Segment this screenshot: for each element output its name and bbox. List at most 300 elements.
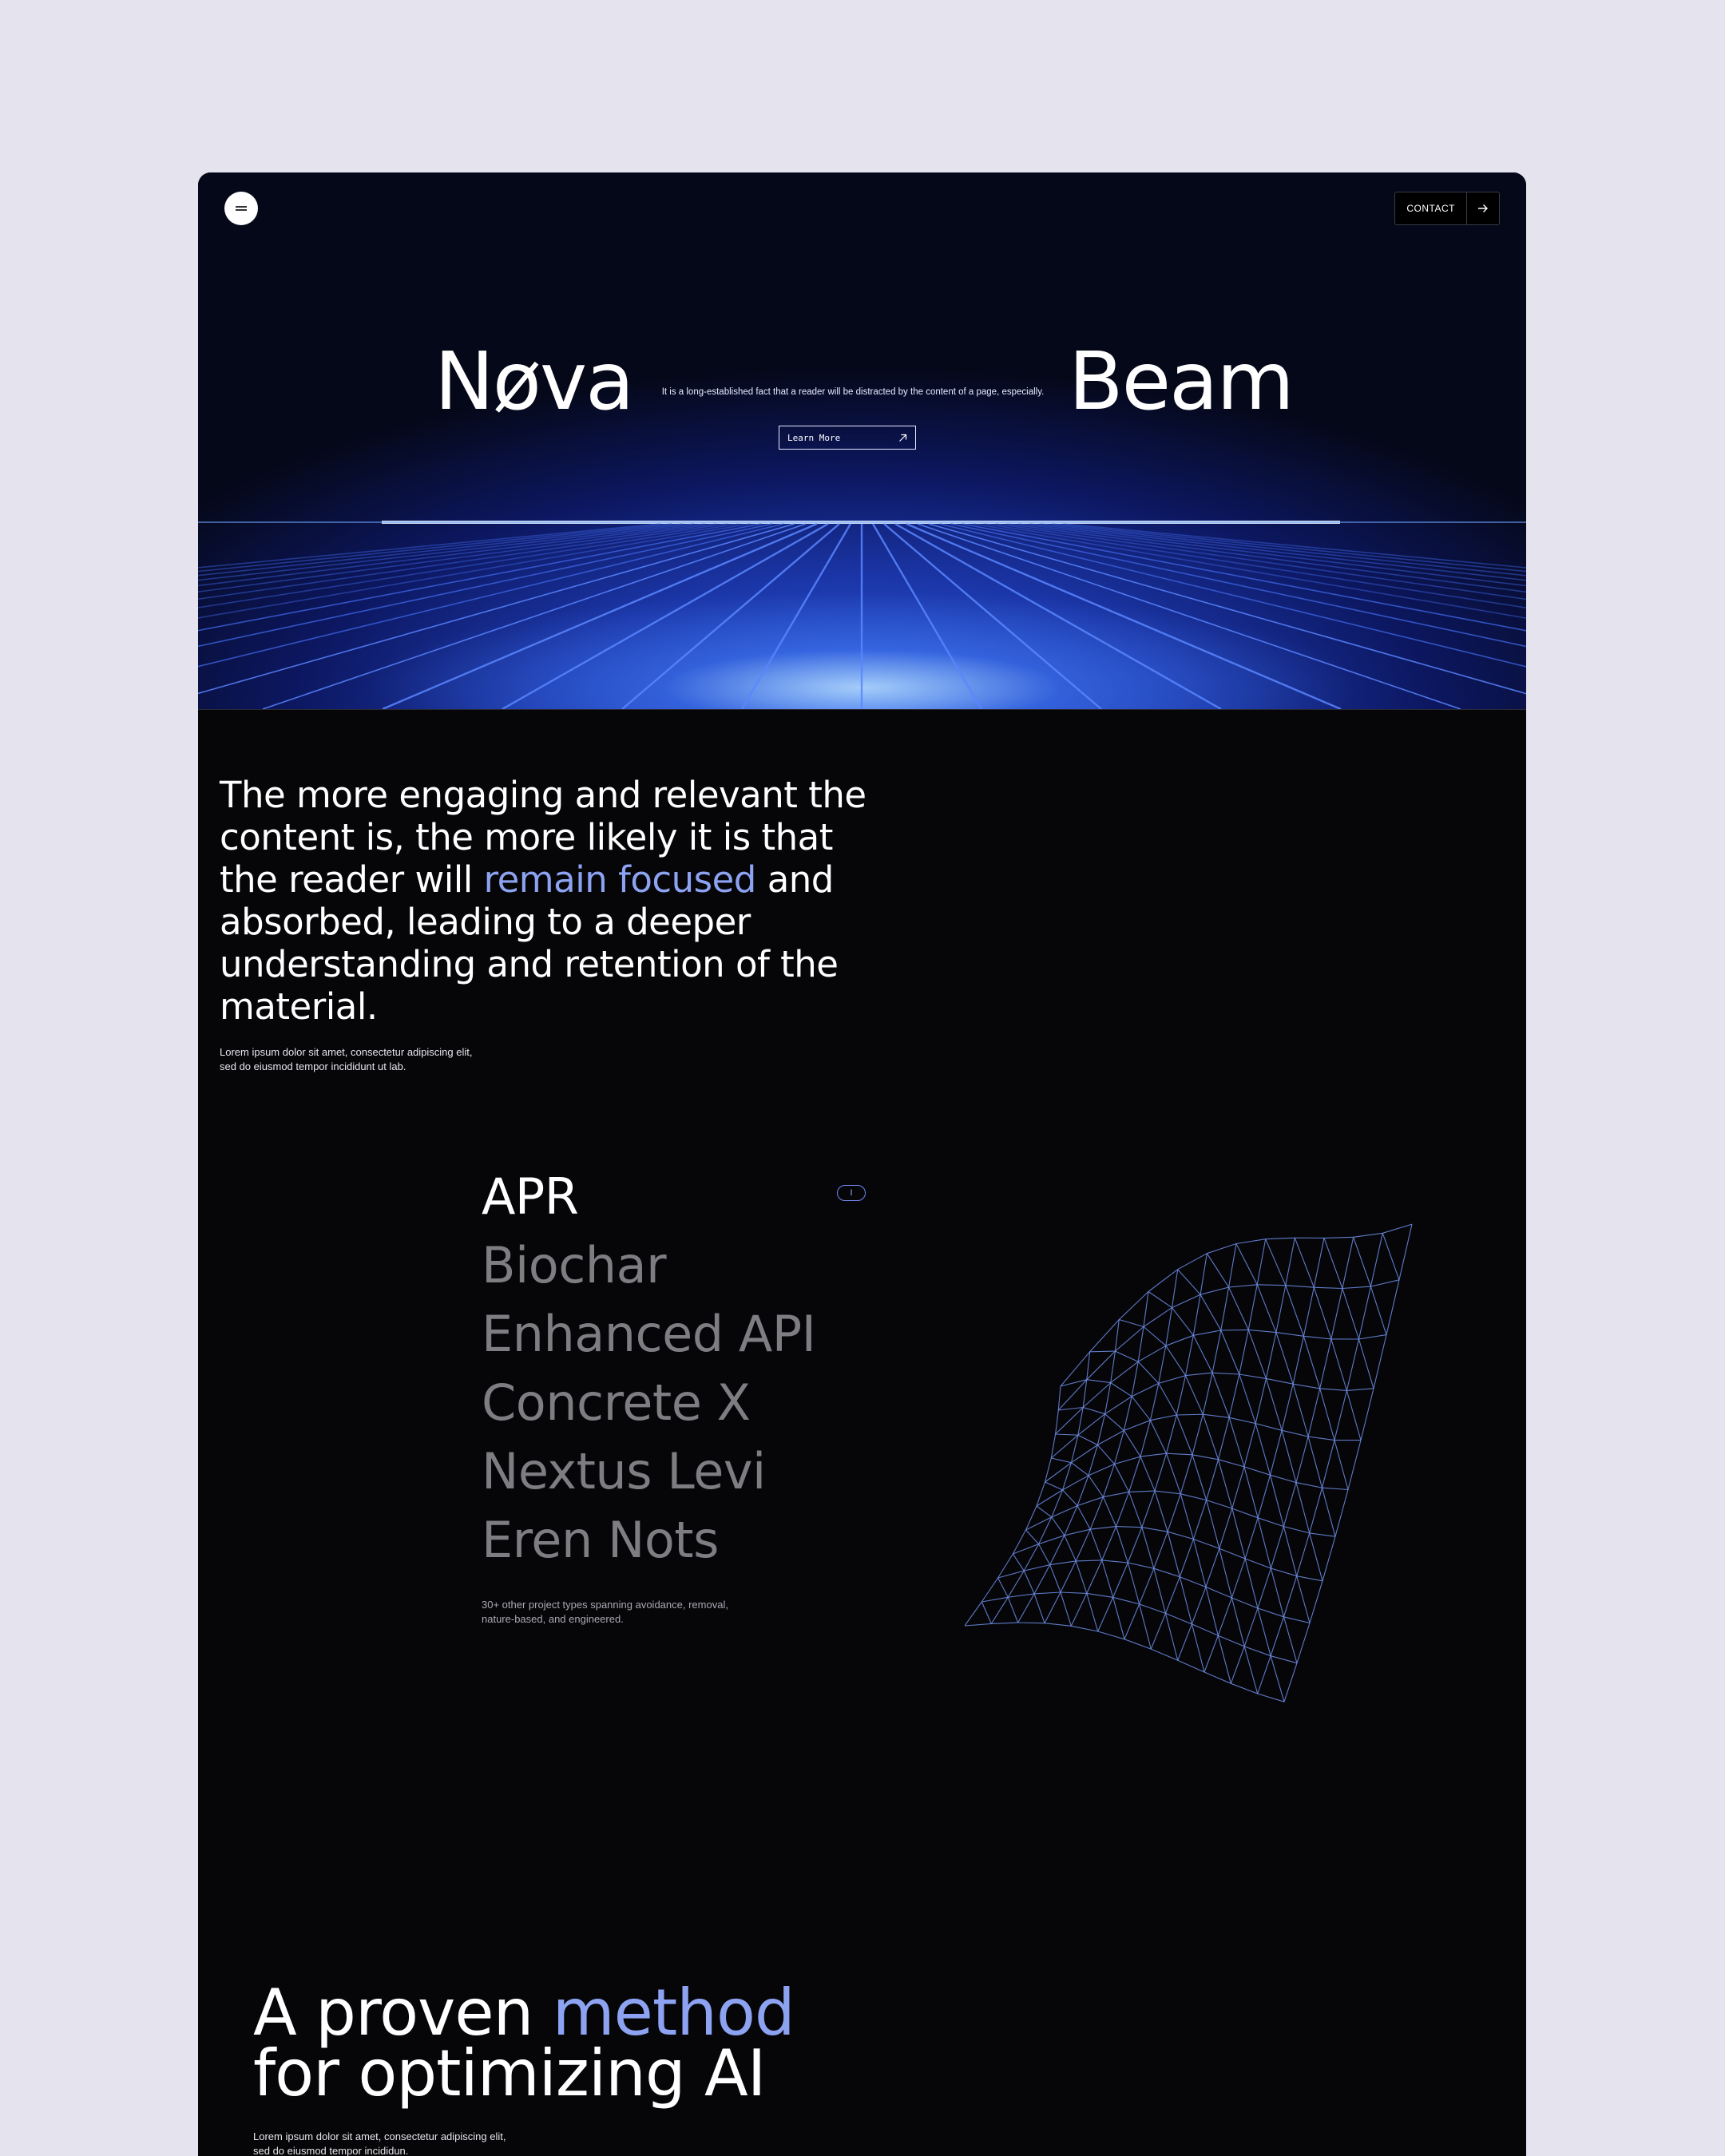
mesh-edge: [1245, 1559, 1258, 1608]
mesh-edge: [1303, 1336, 1319, 1389]
mesh-edge: [1284, 1576, 1297, 1617]
arrow-right-icon: [1477, 204, 1489, 213]
mesh-edge: [1024, 1544, 1038, 1571]
method-subtext: Lorem ipsum dolor sit amet, consectetur adipiscing elit, sed do eiusmod tempor incididun.: [253, 2130, 506, 2156]
mesh-edge: [1103, 1497, 1116, 1527]
mesh-edge: [1090, 1529, 1102, 1560]
mesh-edge: [1116, 1492, 1129, 1526]
grid-ray: [895, 524, 1221, 709]
mesh-edge: [1283, 1527, 1309, 1533]
mesh-edge: [1346, 1339, 1358, 1390]
mesh-edge: [1166, 1577, 1180, 1614]
mesh-edge: [1063, 1490, 1078, 1506]
mesh-edge: [1105, 1397, 1132, 1414]
mesh-edge: [1132, 1383, 1159, 1396]
mesh-edge: [1008, 1594, 1034, 1597]
mesh-edge: [1258, 1656, 1271, 1694]
mesh-edge: [1229, 1287, 1249, 1330]
mesh-edge: [1370, 1280, 1399, 1286]
mesh-edge: [1255, 1424, 1270, 1476]
mesh-edge: [1248, 1330, 1276, 1332]
statement-highlight: remain focused: [483, 858, 756, 901]
mesh-edge: [1037, 1482, 1045, 1506]
mesh-edge: [1138, 1361, 1159, 1383]
mesh-edge: [1018, 1594, 1034, 1623]
mesh-edge: [1176, 1414, 1203, 1415]
mesh-edge: [1090, 1527, 1116, 1530]
mesh-edge: [1116, 1527, 1128, 1563]
mesh-edge: [1284, 1617, 1311, 1623]
mesh-edge: [1324, 1237, 1354, 1238]
mesh-edge: [1013, 1544, 1038, 1554]
mesh-edge: [1076, 1561, 1087, 1594]
mesh-edge: [1361, 1389, 1374, 1441]
mesh-edge: [1034, 1592, 1061, 1594]
mesh-edge: [1180, 1577, 1192, 1624]
grid-ray: [884, 524, 1101, 709]
mesh-edge: [1207, 1254, 1228, 1287]
mesh-edge: [1192, 1455, 1207, 1500]
mesh-edge: [1089, 1445, 1097, 1476]
mesh-edge: [1284, 1617, 1298, 1663]
mesh-edge: [1034, 1565, 1050, 1594]
mesh-edge: [1229, 1417, 1244, 1467]
mesh-edge: [1119, 1292, 1148, 1320]
mesh-edge: [1168, 1532, 1180, 1577]
mesh-edge: [1115, 1456, 1141, 1464]
mesh-edge: [1077, 1497, 1103, 1506]
mesh-edge: [1382, 1233, 1399, 1280]
mesh-edge: [1282, 1384, 1293, 1430]
contact-button[interactable]: CONTACT: [1395, 192, 1467, 224]
mesh-edge: [1159, 1376, 1186, 1384]
mesh-edge: [1322, 1488, 1349, 1489]
mesh-edge: [1193, 1330, 1221, 1335]
mesh-edge: [1013, 1554, 1024, 1571]
mesh-edge: [1102, 1527, 1116, 1560]
active-indicator-pill[interactable]: I: [837, 1185, 866, 1201]
mesh-edge: [1200, 1254, 1207, 1295]
mesh-edge: [1399, 1224, 1412, 1280]
mesh-edge: [1271, 1568, 1283, 1617]
project-item-biochar[interactable]: Biochar: [482, 1236, 667, 1294]
mesh-edge: [1359, 1335, 1387, 1339]
mesh-edge: [1282, 1430, 1296, 1482]
mesh-edge: [1257, 1239, 1266, 1285]
mesh-edge: [1144, 1292, 1148, 1327]
mesh-edge: [1180, 1494, 1206, 1500]
mesh-edge: [1103, 1464, 1114, 1497]
mesh-edge: [1128, 1563, 1139, 1604]
mesh-edge: [1050, 1561, 1077, 1565]
mesh-edge: [1065, 1536, 1076, 1561]
mesh-edge: [1271, 1475, 1284, 1526]
mesh-edge: [965, 1623, 991, 1626]
mesh-edge: [1346, 1390, 1361, 1440]
mesh-edge: [1037, 1490, 1063, 1506]
mesh-edge: [1026, 1517, 1052, 1530]
mesh-edge: [1034, 1594, 1045, 1623]
mesh-edge: [1334, 1441, 1348, 1490]
mesh-edge: [1207, 1500, 1219, 1549]
mesh-edge: [1178, 1254, 1208, 1270]
mesh-edge: [1331, 1339, 1347, 1391]
mesh-edge: [1200, 1294, 1221, 1330]
mesh-edge: [1151, 1613, 1165, 1649]
mesh-edge: [1314, 1287, 1331, 1339]
mesh-edge: [1320, 1339, 1331, 1389]
mesh-edge: [1282, 1430, 1308, 1437]
mesh-edge: [1089, 1476, 1103, 1497]
mesh-edge: [1286, 1286, 1315, 1288]
mesh-edge: [1102, 1560, 1113, 1598]
grid-ray: [742, 524, 851, 709]
mesh-edge: [1244, 1608, 1258, 1647]
mesh-edge: [1296, 1483, 1322, 1488]
mesh-edge: [1271, 1430, 1283, 1475]
mesh-edge: [1232, 1508, 1245, 1559]
mesh-edge: [1320, 1389, 1347, 1391]
mesh-edge: [1283, 1527, 1296, 1576]
method-title-part2: for optimizing AI: [253, 2036, 766, 2110]
project-item-enhanced-api[interactable]: Enhanced API: [482, 1305, 816, 1363]
mesh-edge: [1218, 1635, 1244, 1647]
mesh-edge: [1276, 1333, 1293, 1385]
mesh-edge: [1239, 1330, 1249, 1374]
mesh-edge: [1203, 1414, 1218, 1460]
mesh-edge: [1113, 1597, 1140, 1604]
mesh-edge: [1231, 1598, 1244, 1647]
mesh-edge: [1124, 1421, 1150, 1431]
brand-name-right: Beam: [1069, 335, 1293, 428]
mesh-edge: [1155, 1491, 1180, 1494]
mesh-edge: [1087, 1593, 1113, 1597]
mesh-edge: [1058, 1408, 1083, 1411]
mesh-edge: [998, 1578, 1009, 1597]
mesh-edge: [1370, 1286, 1386, 1335]
mesh-edge: [1116, 1527, 1142, 1528]
mesh-edge: [1219, 1460, 1232, 1508]
mesh-edge: [1257, 1285, 1286, 1286]
mesh-edge: [1090, 1320, 1120, 1352]
statement-subtext: Lorem ipsum dolor sit amet, consectetur adipiscing elit, sed do eiusmod tempor incididunt ut lab.: [220, 1046, 473, 1072]
mesh-edge: [1303, 1287, 1314, 1336]
mesh-edge: [1200, 1287, 1229, 1294]
mesh-edge: [1203, 1373, 1212, 1414]
grid-ray: [502, 524, 828, 709]
mesh-edge: [1192, 1624, 1218, 1635]
mesh-edge: [1193, 1540, 1219, 1549]
project-list: [482, 1163, 881, 1575]
mesh-edge: [1297, 1533, 1310, 1576]
mesh-edge: [1142, 1528, 1168, 1532]
mesh-edge: [1204, 1672, 1231, 1683]
mesh-edge: [981, 1578, 997, 1602]
learn-more-button[interactable]: [779, 426, 916, 450]
grid-ray: [198, 524, 728, 709]
mesh-edge: [1186, 1373, 1213, 1375]
mesh-edge: [1219, 1548, 1232, 1598]
mesh-edge: [1176, 1376, 1185, 1415]
mesh-edge: [1271, 1568, 1296, 1576]
mesh-edge: [1178, 1270, 1200, 1295]
method-title-highlight: method: [552, 1976, 795, 2050]
mesh-edge: [1008, 1597, 1018, 1623]
mesh-edge: [1103, 1492, 1128, 1496]
mesh-edge: [1051, 1435, 1078, 1458]
project-item-eren-nots[interactable]: Eren Nots: [482, 1511, 719, 1569]
mesh-edge: [1140, 1604, 1152, 1649]
project-item-nextus-levi[interactable]: Nextus Levi: [482, 1442, 766, 1500]
mesh-edge: [1206, 1548, 1219, 1587]
mesh-edge: [1231, 1647, 1244, 1683]
mesh-edge: [1180, 1577, 1206, 1587]
mesh-edge: [1334, 1390, 1346, 1440]
wireframe-mesh-illustration: [965, 1179, 1444, 1706]
statement-text-after: and absorbed, leading to a deeper understanding and retention of the material.: [220, 858, 839, 1028]
statement-heading: [220, 774, 890, 1028]
mesh-edge: [1140, 1568, 1154, 1604]
horizon-glow: [198, 521, 1526, 523]
mesh-edge: [1308, 1437, 1322, 1488]
mesh-edge: [1322, 1441, 1335, 1488]
mesh-edge: [1236, 1244, 1257, 1285]
mesh-edge: [1154, 1568, 1166, 1613]
mesh-edge: [1045, 1592, 1061, 1623]
mesh-edge: [1348, 1441, 1361, 1490]
mesh-edge: [1140, 1421, 1150, 1456]
mesh-edge: [1271, 1656, 1297, 1663]
mesh-edge: [1056, 1410, 1059, 1434]
mesh-edge: [1071, 1626, 1097, 1631]
mesh-edge: [1024, 1565, 1050, 1571]
mesh-edge: [1212, 1330, 1221, 1373]
mesh-edge: [1322, 1536, 1335, 1581]
mesh-edge: [1167, 1453, 1193, 1455]
mesh-edge: [1346, 1389, 1374, 1391]
mesh-edge: [1244, 1647, 1271, 1656]
mesh-edge: [1159, 1383, 1177, 1415]
mesh-edge: [1283, 1483, 1296, 1527]
mesh-edge: [1111, 1361, 1139, 1382]
mesh-edge: [1024, 1571, 1034, 1594]
mesh-edge: [1308, 1389, 1320, 1437]
mesh-edge: [1138, 1327, 1144, 1362]
mesh-edge: [1166, 1613, 1192, 1624]
mesh-edge: [1140, 1604, 1166, 1614]
mesh-edge: [1148, 1292, 1172, 1308]
mesh-edge: [1061, 1592, 1087, 1593]
mesh-edge: [1124, 1639, 1151, 1649]
mesh-edge: [1297, 1576, 1310, 1623]
mesh-edge: [1284, 1663, 1297, 1702]
mesh-edge: [1172, 1294, 1201, 1307]
grid-ray: [198, 524, 716, 709]
mesh-edge: [1113, 1563, 1128, 1597]
mesh-edge: [1142, 1491, 1155, 1528]
mesh-edge: [1258, 1518, 1283, 1527]
grid-ray: [1063, 524, 1526, 709]
mesh-edge: [1150, 1383, 1158, 1420]
mesh-edge: [1257, 1285, 1276, 1333]
grid-ray: [873, 524, 981, 709]
mesh-edge: [1296, 1437, 1308, 1483]
mesh-edge: [1293, 1384, 1308, 1437]
mesh-edge: [1192, 1624, 1204, 1672]
mesh-edge: [1167, 1415, 1177, 1453]
mesh-edge: [1266, 1238, 1295, 1239]
mesh-edge: [1186, 1376, 1204, 1415]
mesh-edge: [1166, 1613, 1178, 1660]
mesh-edge: [1098, 1597, 1113, 1631]
mesh-edge: [1193, 1294, 1200, 1335]
mesh-edge: [1255, 1378, 1266, 1423]
mesh-edge: [1244, 1467, 1271, 1475]
mesh-edge: [1192, 1414, 1203, 1455]
mesh-edge: [1180, 1494, 1193, 1540]
mesh-edge: [1180, 1455, 1192, 1494]
mesh-edge: [1045, 1482, 1063, 1490]
mesh-edge: [1172, 1308, 1194, 1336]
mesh-edge: [1231, 1598, 1258, 1608]
mesh-edge: [1078, 1435, 1098, 1445]
mesh-edge: [1052, 1517, 1065, 1536]
mesh-edge: [1386, 1280, 1399, 1335]
mesh-edge: [1155, 1491, 1168, 1532]
mesh-edge: [1140, 1453, 1167, 1456]
grid-ray: [951, 524, 1526, 709]
mesh-edge: [1155, 1453, 1167, 1491]
mesh-edge: [1310, 1581, 1322, 1623]
mesh-edge: [1218, 1635, 1231, 1683]
mesh-edge: [1089, 1464, 1115, 1476]
statement-text-before: The more engaging and relevant the content is, the more likely it is that the reader will: [220, 774, 866, 901]
mesh-edge: [1083, 1408, 1104, 1414]
project-item-apr[interactable]: APR: [482, 1167, 579, 1226]
mesh-edge: [1150, 1415, 1176, 1421]
grid-ray: [929, 524, 1526, 709]
mesh-edge: [1310, 1533, 1335, 1536]
mesh-edge: [1111, 1383, 1132, 1397]
mesh-edge: [1244, 1424, 1255, 1467]
mesh-edge: [1026, 1530, 1039, 1544]
mesh-edge: [1166, 1346, 1186, 1375]
mesh-edge: [1083, 1380, 1087, 1408]
mesh-edge: [991, 1597, 1008, 1623]
brand-name-left: Nøva: [434, 335, 633, 428]
mesh-edge: [1331, 1289, 1342, 1339]
mesh-edge: [1232, 1508, 1258, 1518]
hero-description: It is a long-established fact that a reader will be distracted by the content of a page, especially.: [661, 387, 1045, 397]
mesh-edge: [1087, 1380, 1111, 1383]
mesh-edge: [1295, 1238, 1314, 1287]
mesh-edge: [1212, 1373, 1239, 1374]
mesh-edge: [1132, 1361, 1138, 1396]
mesh-edge: [1276, 1333, 1304, 1337]
arrow-up-right-icon: [898, 434, 907, 442]
mesh-edge: [1207, 1244, 1236, 1254]
mesh-edge: [1258, 1608, 1284, 1617]
mesh-edge: [1140, 1456, 1155, 1491]
mesh-edge: [1276, 1286, 1286, 1333]
mesh-edge: [1342, 1237, 1354, 1288]
mesh-edge: [1142, 1528, 1154, 1569]
mesh-edge: [1245, 1559, 1271, 1568]
mesh-edge: [1255, 1424, 1282, 1431]
mesh-edge: [1144, 1327, 1166, 1346]
mesh-edge: [1204, 1635, 1218, 1672]
mesh-edge: [1293, 1384, 1320, 1389]
mesh-edge: [1124, 1430, 1140, 1456]
mesh-edge: [1193, 1335, 1212, 1373]
page-frame: [198, 172, 1526, 2156]
mesh-edge: [1342, 1289, 1359, 1340]
mesh-edge: [1168, 1532, 1193, 1539]
mesh-edge: [1128, 1528, 1142, 1563]
mesh-edge: [1071, 1593, 1087, 1626]
mesh-edge: [1115, 1320, 1119, 1352]
mesh-edge: [1150, 1421, 1166, 1454]
mesh-edge: [1221, 1287, 1229, 1330]
mesh-edge: [1297, 1623, 1310, 1663]
mesh-edge: [1061, 1592, 1071, 1626]
mesh-edge: [1271, 1527, 1283, 1568]
mesh-edge: [1098, 1631, 1124, 1639]
mesh-edge: [1354, 1233, 1383, 1237]
mesh-edge: [1193, 1540, 1206, 1587]
mesh-edge: [1167, 1453, 1181, 1494]
mesh-edge: [1244, 1647, 1258, 1694]
mesh-edge: [1058, 1386, 1061, 1410]
project-item-concrete-x[interactable]: Concrete X: [482, 1373, 751, 1432]
mesh-edge: [1065, 1529, 1090, 1536]
mesh-edge: [1359, 1339, 1374, 1389]
mesh-edge: [1132, 1397, 1150, 1421]
mesh-edge: [1212, 1373, 1229, 1417]
mesh-edge: [1105, 1414, 1124, 1431]
mesh-edge: [1129, 1491, 1155, 1492]
contact-arrow-button[interactable]: [1467, 192, 1499, 224]
mesh-edge: [1144, 1308, 1172, 1327]
menu-button[interactable]: [224, 192, 258, 225]
mesh-edge: [1207, 1500, 1232, 1509]
mesh-edge: [1206, 1587, 1232, 1598]
hamburger-icon: [236, 205, 247, 212]
mesh-edge: [1271, 1617, 1283, 1656]
grid-ray: [622, 524, 839, 709]
mesh-edge: [1111, 1351, 1116, 1383]
mesh-edge: [1166, 1335, 1194, 1346]
mesh-edge: [1138, 1346, 1166, 1361]
mesh-edge: [1258, 1608, 1271, 1656]
mesh-edge: [1314, 1238, 1324, 1287]
mesh-edge: [1115, 1430, 1124, 1464]
mesh-edge: [1297, 1576, 1322, 1581]
mesh-edge: [1115, 1327, 1144, 1352]
mesh-edge: [1342, 1286, 1371, 1288]
mesh-edge: [1072, 1463, 1089, 1476]
mesh-edge: [1206, 1587, 1218, 1635]
mesh-edge: [1192, 1455, 1219, 1460]
mesh-edge: [1076, 1529, 1090, 1561]
mesh-edge: [1310, 1488, 1322, 1533]
mesh-edge: [1154, 1532, 1168, 1568]
mesh-edge: [1037, 1506, 1052, 1517]
mesh-edge: [1172, 1270, 1178, 1308]
mesh-edge: [1087, 1560, 1102, 1594]
mesh-edge: [1168, 1494, 1180, 1532]
mesh-edge: [1335, 1490, 1348, 1537]
